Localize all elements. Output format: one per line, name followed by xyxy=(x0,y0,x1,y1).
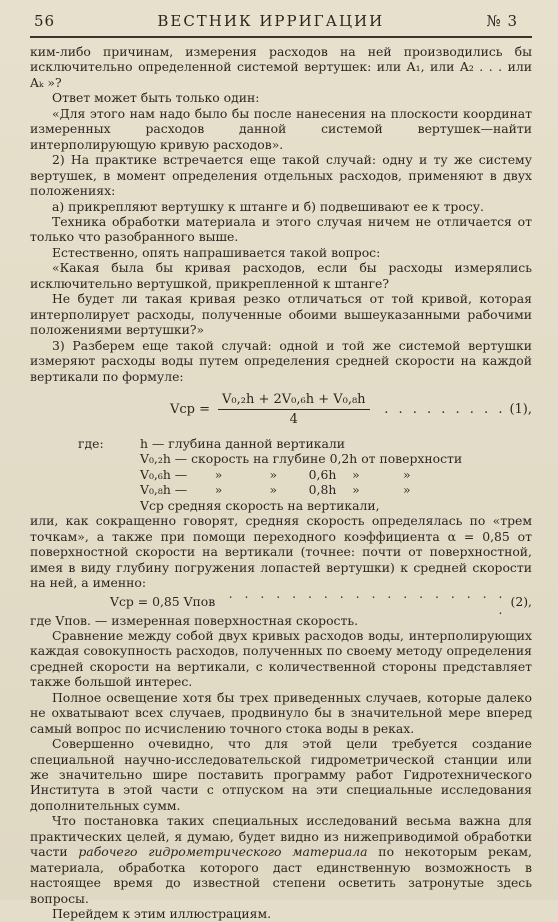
paragraph: где Vпов. — измеренная поверхностная скорость. xyxy=(30,612,359,628)
paragraph: «Для этого нам надо было бы после нанесения на плоскости координат измеренных расходов данной системой вертушек—найти интерполирующую кривую расходов». xyxy=(30,105,532,152)
paragraph: 3) Разберем еще такой случай: одной и той же системой вертушки измеряют расходы воды путем определения средней скорости на каждой вертикали по формуле: xyxy=(30,337,532,384)
paragraph: Техника обработки материала и этого случая ничем не отличается от только что разобранного выше. xyxy=(30,213,532,245)
paragraph: 2) На практике встречается еще такой случай: одну и ту же систему вертушек, в момент определения отдельных расходов, применяют в двух положениях: xyxy=(30,152,532,199)
leader-dots: . . . . . . . . . . . . . . . . . . . xyxy=(228,586,507,617)
formula-lhs: Vср = xyxy=(170,402,211,418)
formula-fraction xyxy=(218,392,370,428)
variable-definitions xyxy=(30,436,532,513)
equation-number: (2), xyxy=(510,593,532,609)
formula-numerator: V₀,₂h + 2V₀,₆h + V₀,₈h xyxy=(218,392,370,410)
paragraph: или, как сокращенно говорят, средняя скорость определялась по «трем точкам», а также при помощи переходного коэффициента α = 0,85 от поверхностной скорости на вертикали (точнее: почти от поверхностной, имея в виду глубину погружения лопастей вертушки) к средней скорости на ней, а именно: xyxy=(30,513,532,591)
formula-2 xyxy=(30,586,532,617)
paragraph: Сравнение между собой двух кривых расходов воды, интерполирующих каждая совокупность расходов, полученных по своему методу определения средней скорости на вертикали, с количественной стороны представляет также большой интерес. xyxy=(30,627,532,690)
running-header xyxy=(30,12,532,36)
paragraph xyxy=(30,813,532,906)
equation-number: (1), xyxy=(509,402,532,418)
where-label: где: xyxy=(78,435,104,451)
paragraph: Естественно, опять напрашивается такой вопрос: xyxy=(52,244,381,260)
paragraph: а) прикрепляют вертушку к штанге и б) подвешивают ее к тросу. xyxy=(52,198,484,214)
header-rule xyxy=(30,36,532,38)
formula-denominator: 4 xyxy=(289,412,298,428)
article-body xyxy=(30,44,532,922)
definition: Vср средняя скорость на вертикали, xyxy=(140,497,380,513)
issue-number: № 3 xyxy=(486,12,518,30)
formula-expression: Vср = 0,85 Vпов xyxy=(110,593,216,609)
text-run: Что постановка таких специальных исследований весьма важна для практических целей, я думаю, будет видно из нижеприводимой обработки части xyxy=(30,813,532,860)
paragraph: Перейдем к этим иллюстрациям. xyxy=(52,906,272,922)
paragraph: Совершенно очевидно, что для этой цели требуется создание специальной научно-исследовательской гидрометрической станции или же значительно шире поставить программу работ Гидротехнического Института в этой части с отпуском на эти специальные исследования дополнительных сумм. xyxy=(30,736,532,813)
definition: V₀,₆h — » » 0,6h » » xyxy=(140,466,411,482)
emphasized-text: рабочего гидрометрического материала xyxy=(78,844,368,860)
leader-dots: . . . . . . . . . xyxy=(384,402,506,418)
paragraph: ким-либо причинам, измерения расходов на ней производились бы исключительно определенной системой вертушек: или A₁, или A₂ . . . или Aₖ »? xyxy=(30,44,532,90)
page-number: 56 xyxy=(34,12,56,30)
journal-title: ВЕСТНИК ИРРИГАЦИИ xyxy=(157,12,385,30)
paragraph: Не будет ли такая кривая резко отличаться от той кривой, которая интерполирует расходы, полученные обоими вышеуказанными рабочими положениями вертушки?» xyxy=(30,291,532,338)
paragraph: Ответ может быть только один: xyxy=(52,90,260,106)
definition: V₀,₈h — » » 0,8h » » xyxy=(140,482,411,498)
definition: h — глубина данной вертикали xyxy=(140,435,346,451)
formula-1 xyxy=(30,384,532,436)
paragraph: «Какая была бы кривая расходов, если бы расходы измерялись исключительно вертушкой, прикрепленной к штанге? xyxy=(30,260,532,291)
text-run: по некоторым рекам, материала, обработка которого даст единственную возможность в настоящее время до известной степени осветить затронутые здесь вопросы. xyxy=(30,844,532,906)
definition: V₀,₂h — скорость на глубине 0,2h от поверхности xyxy=(140,451,463,467)
paragraph: Полное освещение хотя бы трех приведенных случаев, которые далеко не охватывают всех случаев, продвинуло бы в значительной мере вперед самый вопрос по исчислению точного стока воды в реках. xyxy=(30,689,532,736)
